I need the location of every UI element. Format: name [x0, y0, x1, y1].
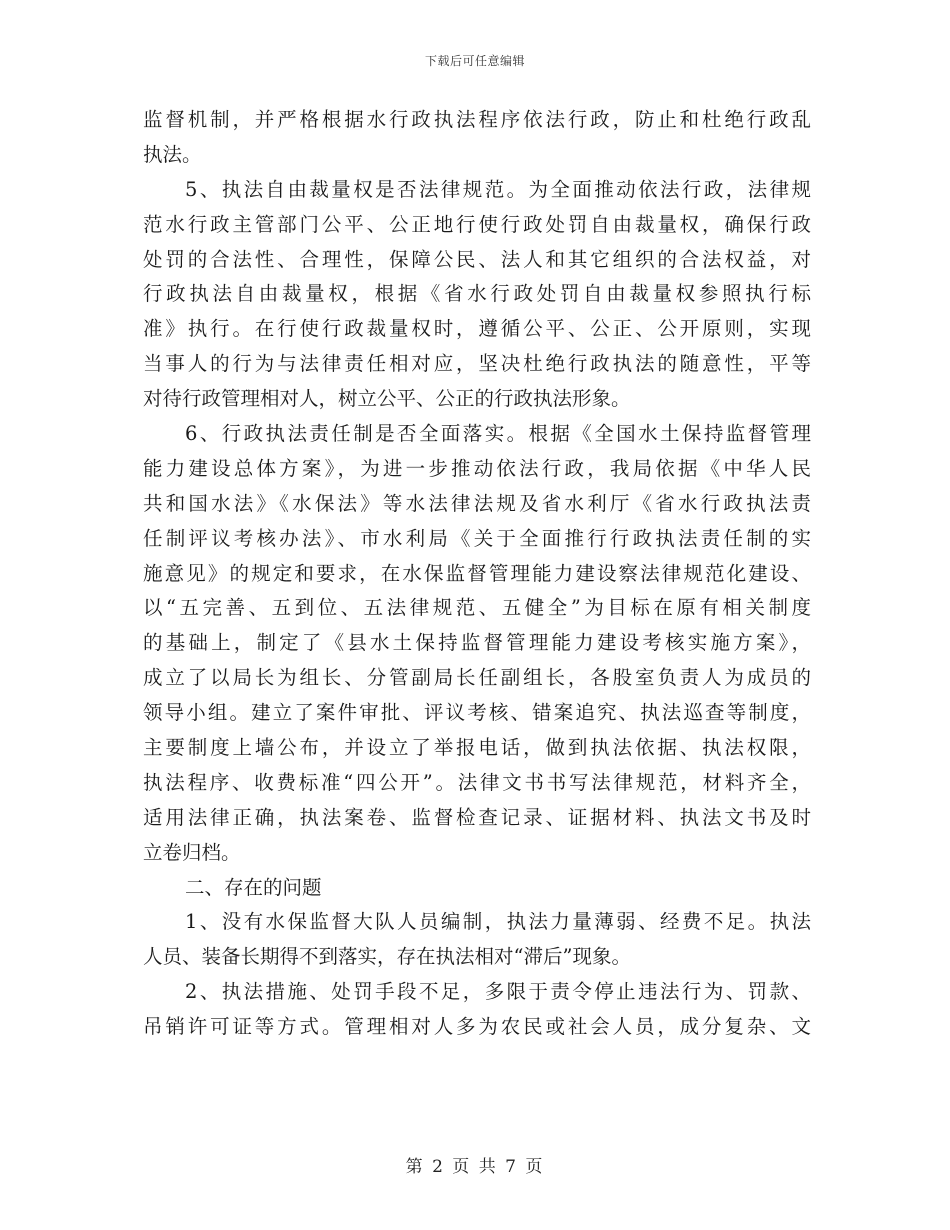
- text-line: 的基础上，制定了《县水土保持监督管理能力建设考核实施方案》，: [143, 631, 811, 655]
- text-line: 共和国水法》《水保法》等水法律法规及省水利厅《省水行政执法责: [143, 491, 811, 515]
- text-line: 立卷归档。: [143, 840, 241, 864]
- text-line: 执法。: [143, 142, 202, 166]
- document-body: [143, 103, 811, 1045]
- text-line: 范水行政主管部门公平、公正地行使行政处罚自由裁量权，确保行政: [143, 212, 811, 236]
- text-line: 行政执法自由裁量权，根据《省水行政处罚自由裁量权参照执行标: [143, 282, 811, 306]
- text-line: 当事人的行为与法律责任相对应，坚决杜绝行政执法的随意性，平等: [143, 352, 811, 376]
- paragraph-start-line: 6、行政执法责任制是否全面落实。根据《全国水土保持监督管理: [185, 422, 811, 446]
- section-heading: 二、存在的问题: [185, 875, 322, 899]
- text-line: 准》执行。在行使行政裁量权时，遵循公平、公正、公开原则，实现: [143, 317, 811, 341]
- text-line: 任制评议考核办法》、市水利局《关于全面推行行政执法责任制的实: [143, 526, 811, 550]
- text-line: 对待行政管理相对人，树立公平、公正的行政执法形象。: [143, 387, 631, 411]
- text-line: 适用法律正确，执法案卷、监督检查记录、证据材料、执法文书及时: [143, 805, 811, 829]
- page-number-footer: 第 2 页 共 7 页: [405, 1157, 545, 1177]
- text-line: 领导小组。建立了案件审批、评议考核、错案追究、执法巡查等制度，: [143, 701, 811, 725]
- text-line: 主要制度上墙公布，并设立了举报电话，做到执法依据、执法权限，: [143, 736, 811, 760]
- paragraph-start-line: 2、执法措施、处罚手段不足，多限于责令停止违法行为、罚款、: [185, 980, 811, 1004]
- text-line: 施意见》的规定和要求，在水保监督管理能力建设察法律规范化建设、: [143, 561, 811, 585]
- text-line: 吊销许可证等方式。管理相对人多为农民或社会人员，成分复杂、文: [143, 1015, 811, 1039]
- text-line: 处罚的合法性、合理性，保障公民、法人和其它组织的合法权益，对: [143, 247, 811, 271]
- text-line: 人员、装备长期得不到落实，存在执法相对“滞后”现象。: [143, 945, 631, 969]
- paragraph-start-line: 5、执法自由裁量权是否法律规范。为全面推动依法行政，法律规: [185, 177, 811, 201]
- text-line: 监督机制，并严格根据水行政执法程序依法行政，防止和杜绝行政乱: [143, 108, 811, 131]
- text-line: 以“五完善、五到位、五法律规范、五健全”为目标在原有相关制度: [143, 596, 811, 620]
- text-line: 能力建设总体方案》，为进一步推动依法行政，我局依据《中华人民: [143, 456, 811, 480]
- page-header-note: 下载后可任意编辑: [424, 54, 525, 68]
- text-line: 成立了以局长为组长、分管副局长任副组长，各股室负责人为成员的: [143, 666, 811, 690]
- text-line: 执法程序、收费标准“四公开”。法律文书书写法律规范，材料齐全，: [143, 770, 811, 794]
- paragraph-start-line: 1、没有水保监督大队人员编制，执法力量薄弱、经费不足。执法: [185, 910, 811, 934]
